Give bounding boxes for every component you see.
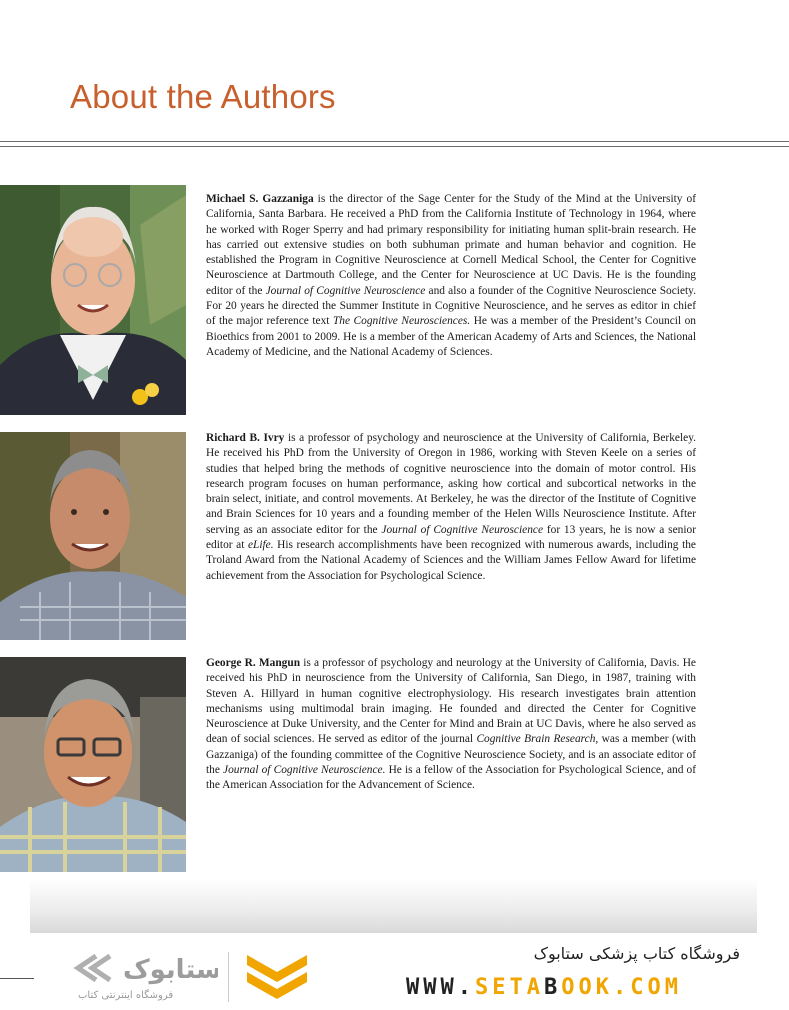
footer-divider <box>0 978 34 979</box>
store-name: فروشگاه کتاب پزشکی ستابوک <box>533 944 740 963</box>
logo-subtitle: فروشگاه اینترنتی کتاب <box>78 990 174 1001</box>
author-photo-gazzaniga <box>0 185 186 415</box>
page-title: About the Authors <box>70 78 336 115</box>
author-bio: Richard B. Ivry is a professor of psychology and neuroscience at the University of California, Berkeley. He received his PhD from the University of Oregon in 1986, working with Steven Keele on a series of studies that helped bring the methods of cognitive neuroscience into the domain of motor control. His research program focuses on human performance, asking how cortical and subcortical networks in the brain select, initiate, and control movements. At Berkeley, he was the director of the Institute of Cognitive and Brain Sciences for 10 years and a founding member of the Helen Wills Neuroscience Institute. After serving as an associate editor for the Journal of Cognitive Neuroscience for 13 years, he is now a senior editor at eLife. His research accomplishments have been recognized with numerous awards, including the Troland Award from the National Academy of Sciences and the William James Fellow Award for lifetime achievement from the Association for Psychological Science. <box>206 432 696 582</box>
author-photo-ivry <box>0 432 186 640</box>
author-bio: Michael S. Gazzaniga is the director of the Sage Center for the Study of the Mind at the University of California, Santa Barbara. He received a PhD from the California Institute of Technology in 1964, where he worked with Roger Sperry and had primary responsibility for initiating human split-brain research. He has carried out extensive studies on both subhuman primate and human behavior and cognition. He established the Program in Cognitive Neuroscience at Cornell Medical School, the Center for Cognitive Neuroscience at Dartmouth College, and the Center for Neuroscience at UC Davis. He is the founding editor of the Journal of Cognitive Neuroscience and also a founder of the Cognitive Neuroscience Society. For 20 years he directed the Summer Institute in Cognitive Neuroscience, and he serves as editor in chief of the major reference text The Cognitive Neurosciences. He was a member of the President’s Council on Bioethics from 2001 to 2009. He is a member of the American Academy of Arts and Sciences, the National Academy of Medicine, and the National Academy of Sciences. <box>206 193 696 358</box>
logo-divider <box>228 952 229 1002</box>
chevron-logo-icon <box>242 950 312 1007</box>
author-name: Richard B. Ivry <box>206 432 285 444</box>
setabook-logo <box>68 948 218 993</box>
svg-text:ستابوک: ستابوک <box>123 955 218 985</box>
header-rule <box>0 146 789 147</box>
author-bio: George R. Mangun is a professor of psychology and neurology at the University of California, Davis. He received his PhD in neuroscience from the University of California, San Diego, in 1987, training with Steven A. Hillyard in human cognitive electrophysiology. His research investigates brain attention mechanisms using multimodal brain imaging. He founded and directed the Center for Cognitive Neuroscience at Duke University, and the Center for Mind and Brain at UC Davis, where he also served as dean of social sciences. He served as editor of the journal Cognitive Brain Research, was a member (with Gazzaniga) of the founding committee of the Cognitive Neuroscience Society, and is an associate editor of the Journal of Cognitive Neuroscience. He is a fellow of the Association for Psychological Science, and of the American Association for the Advancement of Science. <box>206 657 697 792</box>
author-name: Michael S. Gazzaniga <box>206 193 314 205</box>
store-url[interactable]: WWW.SETABOOK.COM <box>406 975 682 1000</box>
author-name: George R. Mangun <box>206 657 301 669</box>
author-photo-mangun <box>0 657 186 872</box>
page-shadow <box>30 878 757 933</box>
header-rule <box>0 141 789 142</box>
